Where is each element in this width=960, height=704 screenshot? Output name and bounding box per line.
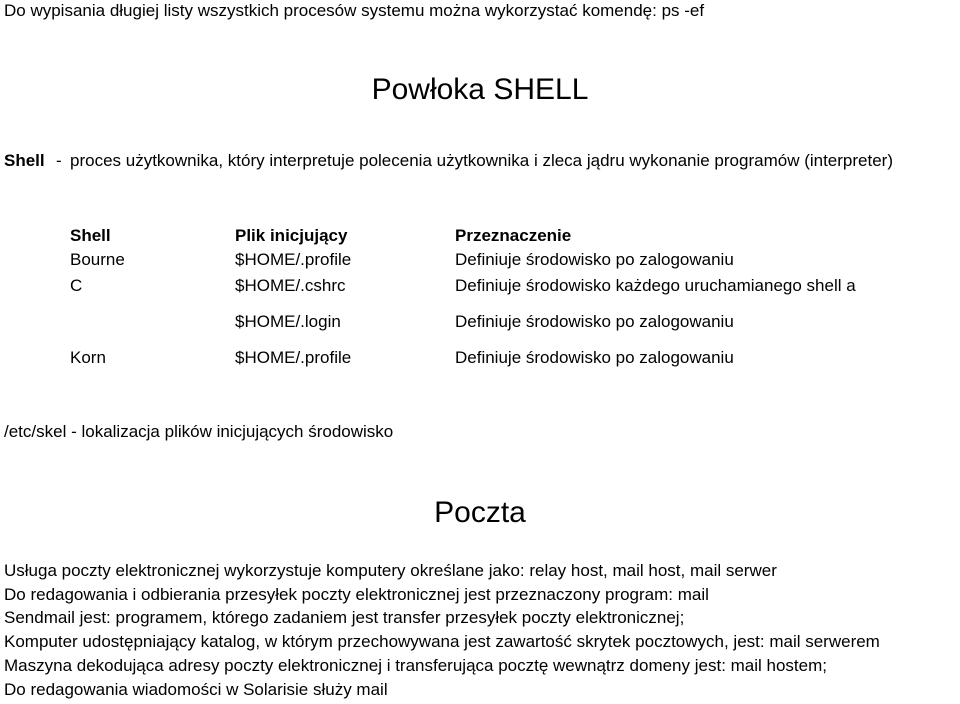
table-cell-purpose: Definiuje środowisko po zalogowaniu xyxy=(455,312,734,331)
definition-text: proces użytkownika, który interpretuje polecenia użytkownika i zleca jądru wykonanie programów (interpreter) xyxy=(70,151,893,170)
table-header-purpose: Przeznaczenie xyxy=(455,226,572,245)
mail-section-heading: Poczta xyxy=(434,496,526,529)
table-cell-shell: Bourne xyxy=(70,250,125,269)
top-note: Do wypisania długiej listy wszystkich procesów systemu można wykorzystać komendę: ps -ef xyxy=(4,1,705,20)
mail-paragraph-line: Sendmail jest: programem, którego zadaniem jest transfer przesyłek poczty elektronicznej; xyxy=(4,608,685,627)
shell-section-heading: Powłoka SHELL xyxy=(371,73,589,106)
definition-term: Shell xyxy=(4,151,45,170)
mail-paragraph-line: Do redagowania i odbierania przesyłek poczty elektronicznej jest przeznaczony program: mail xyxy=(4,585,709,604)
definition-dash: - xyxy=(56,151,62,170)
table-cell-init-file: $HOME/.profile xyxy=(235,348,352,367)
mail-paragraph-line: Maszyna dekodująca adresy poczty elektronicznej i transferująca pocztę wewnątrz domeny jest: mail hostem; xyxy=(4,656,827,675)
mail-paragraph-line: Komputer udostępniający katalog, w którym przechowywana jest zawartość skrytek pocztowych, jest: mail serwerem xyxy=(4,632,880,651)
table-cell-init-file: $HOME/.cshrc xyxy=(235,276,346,295)
table-cell-purpose: Definiuje środowisko każdego uruchamianego shell a xyxy=(455,276,856,295)
table-header-init-file: Plik inicjujący xyxy=(235,226,348,245)
mail-paragraph-line: Usługa poczty elektronicznej wykorzystuje komputery określane jako: relay host, mail host, mail serwer xyxy=(4,561,777,580)
skel-location-note: /etc/skel - lokalizacja plików inicjujących środowisko xyxy=(4,422,394,441)
table-cell-shell: C xyxy=(70,276,83,295)
mail-paragraph-line: Do redagowania wiadomości w Solarisie służy mail xyxy=(4,680,388,699)
table-cell-purpose: Definiuje środowisko po zalogowaniu xyxy=(455,250,734,269)
table-cell-init-file: $HOME/.profile xyxy=(235,250,352,269)
table-cell-init-file: $HOME/.login xyxy=(235,312,341,331)
table-header-shell: Shell xyxy=(70,226,111,245)
table-cell-shell: Korn xyxy=(70,348,106,367)
table-cell-purpose: Definiuje środowisko po zalogowaniu xyxy=(455,348,734,367)
